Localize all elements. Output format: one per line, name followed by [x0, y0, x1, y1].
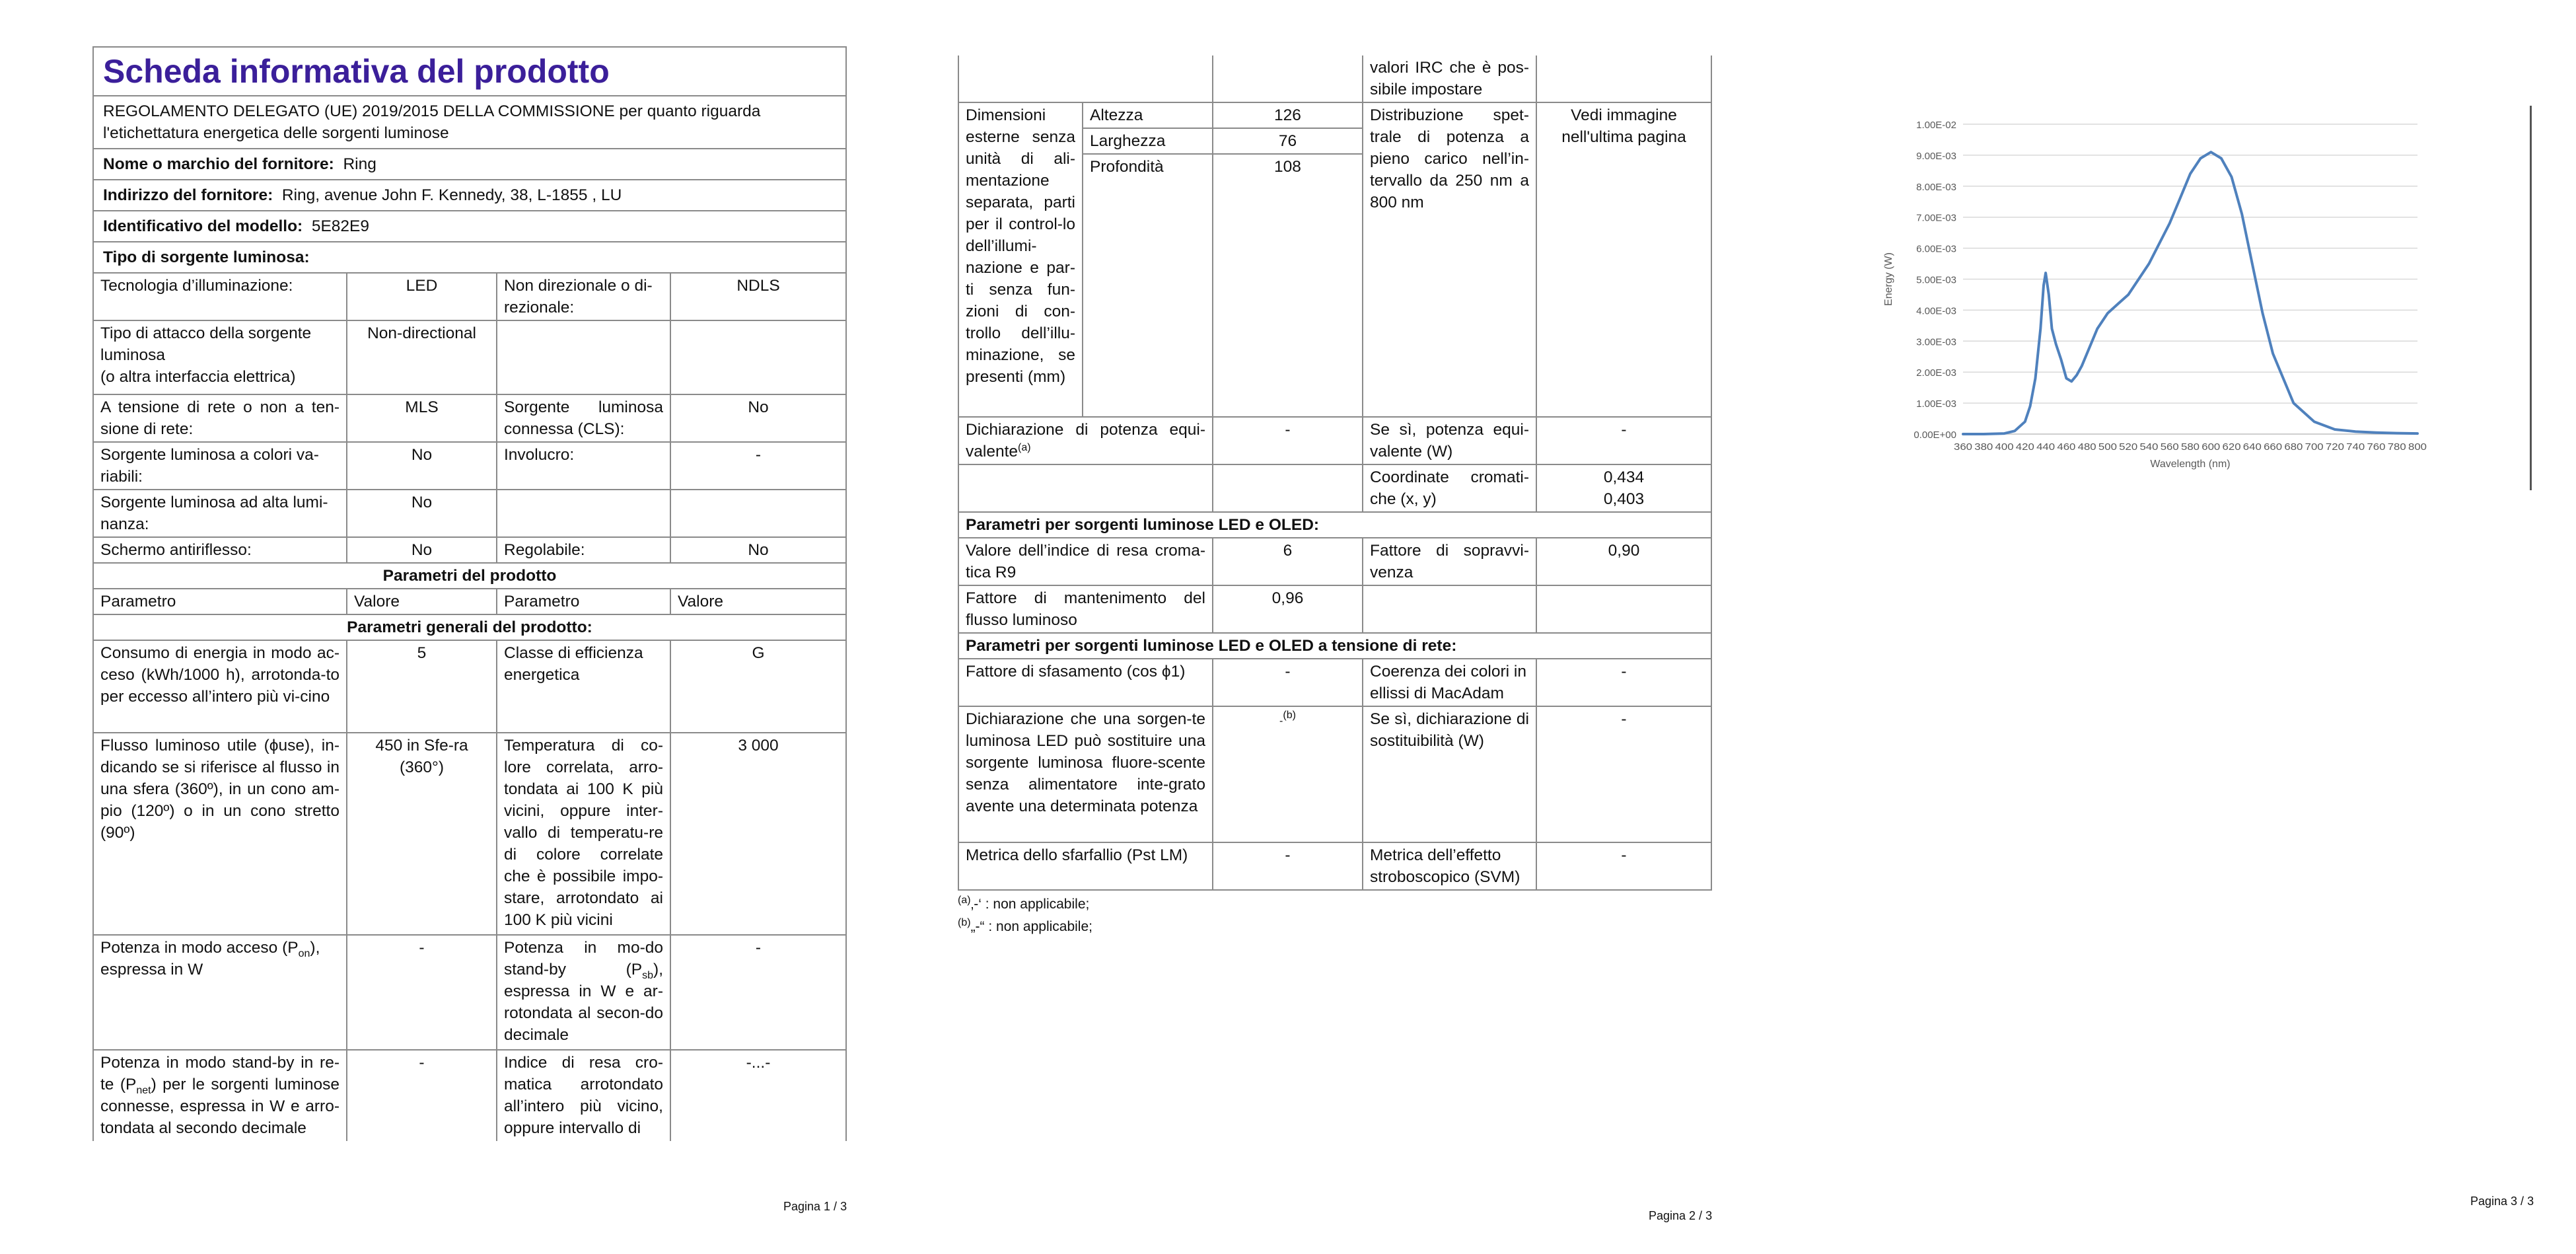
label-cell: Distribuzione spet-trale di potenza a pieno carico nell’in-tervallo da 250 nm a 800 nm — [1363, 102, 1536, 417]
empty-cell — [1536, 585, 1711, 633]
table-row — [93, 394, 846, 442]
led-params-header: Parametri per sorgenti luminose LED e OLED: — [958, 512, 1711, 538]
col-value-header: Valore — [347, 589, 497, 614]
x-tick-label: 800 — [2408, 441, 2427, 453]
value-cell: LED — [347, 273, 497, 320]
value-cell: 450 in Sfe-ra (360°) — [347, 733, 497, 935]
x-tick-label: 400 — [1995, 441, 2014, 453]
table-row — [958, 585, 1711, 633]
empty-cell — [958, 464, 1213, 512]
page-number: Pagina 3 / 3 — [2470, 1195, 2534, 1208]
table-row — [958, 538, 1711, 585]
width-label: Larghezza — [1083, 128, 1213, 154]
empty-cell — [670, 490, 846, 537]
address-label: Indirizzo del fornitore: — [103, 186, 273, 204]
value-cell: - — [1536, 706, 1711, 842]
height-value: 126 — [1213, 102, 1363, 128]
value-cell: No — [670, 394, 846, 442]
footnote-b: $^{(b)}$„-“ : non applicabile; — [958, 917, 1092, 934]
label-cell: Consumo di energia in modo ac-ceso (kWh/1000 h), arrotonda-to per eccesso all’intero più vi-cino — [93, 640, 347, 733]
regulation-text: REGOLAMENTO DELEGATO (UE) 2019/2015 DELLA COMMISSIONE per quanto riguarda l'etichettatura energetica delle sorgenti luminose — [93, 96, 846, 149]
value-cell: 0,96 — [1213, 585, 1363, 633]
col-param-header: Parametro — [93, 589, 347, 614]
height-label: Altezza — [1083, 102, 1213, 128]
x-tick-label: 740 — [2346, 441, 2365, 453]
x-tick-label: 580 — [2181, 441, 2200, 453]
value-cell: -...- — [670, 1050, 846, 1141]
value-cell: - — [347, 1050, 497, 1141]
empty-cell — [958, 55, 1213, 102]
x-tick-label: 520 — [2119, 441, 2138, 453]
value-cell: Vedi immagine nell'ultima pagina — [1536, 102, 1711, 417]
supplier-label: Nome o marchio del fornitore: — [103, 155, 334, 173]
x-tick-label: 680 — [2284, 441, 2303, 453]
table-row — [958, 659, 1711, 706]
x-tick-label: 360 — [1954, 441, 1972, 453]
value-cell: 0,90 — [1536, 538, 1711, 585]
page-3 — [1869, 106, 2536, 496]
label-cell: Classe di efficienza energetica — [497, 640, 670, 733]
label-cell: Fattore di sfasamento (cos ϕ1) — [958, 659, 1213, 706]
label-cell: Involucro: — [497, 442, 670, 490]
value-cell: No — [670, 537, 846, 563]
y-tick-label: 1.00E-02 — [1916, 120, 1956, 131]
x-tick-label: 380 — [1974, 441, 1993, 453]
chroma-y: 0,403 — [1603, 490, 1645, 508]
value-cell: G — [670, 640, 846, 733]
address-value: Ring, avenue John F. Kennedy, 38, L-1855 , LU — [281, 186, 622, 204]
x-tick-label: 420 — [2015, 441, 2034, 453]
value-cell: 6 — [1213, 538, 1363, 585]
y-tick-label: 0.00E+00 — [1914, 429, 1956, 441]
chroma-x: 0,434 — [1603, 468, 1645, 486]
table-row — [958, 842, 1711, 890]
y-tick-label: 8.00E-03 — [1916, 181, 1956, 193]
page-title: Scheda informativa del prodotto — [103, 53, 610, 90]
value-cell: No — [347, 537, 497, 563]
value-cell: No — [347, 490, 497, 537]
x-tick-label: 440 — [2036, 441, 2056, 453]
table-row — [93, 273, 846, 320]
x-tick-label: 480 — [2077, 441, 2096, 453]
page-2 — [958, 55, 1711, 938]
x-tick-label: 560 — [2160, 441, 2179, 453]
table-row — [958, 706, 1711, 842]
label-cell: Se sì, potenza equi-valente (W) — [1363, 417, 1536, 464]
label-cell: A tensione di rete o non a ten-sione di rete: — [93, 394, 347, 442]
table-row — [958, 102, 1711, 128]
value-cell: - — [670, 935, 846, 1050]
y-tick-label: 1.00E-03 — [1916, 398, 1956, 410]
table-row — [93, 640, 846, 733]
table-row — [93, 935, 846, 1050]
y-tick-label: 4.00E-03 — [1916, 305, 1956, 317]
source-type-heading: Tipo di sorgente luminosa: — [93, 242, 846, 273]
label-cell — [93, 320, 347, 394]
col-param-header: Parametro — [497, 589, 670, 614]
address-row — [93, 180, 846, 211]
empty-cell — [497, 320, 670, 394]
label-cell: Flusso luminoso utile (ϕuse), in-dicando se si riferisce al flusso in una sfera (360º), in un cono am-pio (120º) o in un cono stretto (90º) — [93, 733, 347, 935]
table-row — [93, 442, 846, 490]
empty-cell — [497, 490, 670, 537]
value-cell: MLS — [347, 394, 497, 442]
empty-cell — [1213, 464, 1363, 512]
led-mains-params-header: Parametri per sorgenti luminose LED e OLED a tensione di rete: — [958, 633, 1711, 659]
label-cell: Sorgente luminosa connessa (CLS): — [497, 394, 670, 442]
table-row — [958, 55, 1711, 102]
label-cell: Valore dell’indice di resa croma-tica R9 — [958, 538, 1213, 585]
supplier-row — [93, 149, 846, 180]
value-cell — [1536, 464, 1711, 512]
x-tick-label: 540 — [2139, 441, 2159, 453]
product-info-table — [92, 46, 847, 1141]
label-cell: Tecnologia d’illuminazione: — [93, 273, 347, 320]
label-cell: Indice di resa cro-matica arrotondato all’intero più vicino, oppure intervallo di — [497, 1050, 670, 1141]
empty-cell — [1363, 585, 1536, 633]
value-cell: - — [1536, 659, 1711, 706]
column-header-row — [93, 589, 846, 614]
dimensions-label: Dimensioni esterne senza unità di ali-mentazione separata, parti per il control-lo dell’illumi-nazione e par-ti senza fun-zioni di con-trollo dell’illu-minazione, se presenti (mm) — [958, 102, 1083, 417]
x-tick-label: 780 — [2387, 441, 2406, 453]
empty-cell — [1213, 55, 1363, 102]
label-cell: Regolabile: — [497, 537, 670, 563]
x-tick-label: 640 — [2242, 441, 2262, 453]
general-params-header: Parametri generali del prodotto: — [93, 614, 846, 640]
value-cell: - — [1213, 842, 1363, 890]
label-cell: Sorgente luminosa a colori va-riabili: — [93, 442, 347, 490]
table-row — [958, 417, 1711, 464]
label-cell: Coordinate cromati-che (x, y) — [1363, 464, 1536, 512]
model-label: Identificativo del modello: — [103, 217, 303, 235]
label-cell: Se sì, dichiarazione di sostituibilità (W) — [1363, 706, 1536, 842]
label-cell: Coerenza dei colori in ellissi di MacAdam — [1363, 659, 1536, 706]
empty-cell — [1536, 55, 1711, 102]
model-row — [93, 211, 846, 242]
value-cell: - — [1536, 417, 1711, 464]
depth-value: 108 — [1213, 154, 1363, 179]
width-value: 76 — [1213, 128, 1363, 154]
value-cell: 3 000 — [670, 733, 846, 935]
value-cell: - — [1213, 659, 1363, 706]
label-cell: Potenza in mo-do stand-by $(P_{sb})$, espressa in W e ar-rotondata al secon-do decimale — [497, 935, 670, 1050]
page-number: Pagina 1 / 3 — [783, 1200, 847, 1213]
value-cell: Non-directional — [347, 320, 497, 394]
table-row — [93, 320, 846, 394]
table-row — [958, 464, 1711, 512]
params-header: Parametri del prodotto — [93, 563, 846, 589]
y-axis-title: Energy (W) — [1883, 252, 1894, 306]
empty-cell — [670, 320, 846, 394]
label-cell: Temperatura di co-lore correlata, arro-tondata ai 100 K più vicini, oppure inter-vallo di temperatu-re di colore correlate che è possibile impo-stare, arrotondato ai 100 K più vicini — [497, 733, 670, 935]
page-1 — [92, 46, 845, 1141]
value-cell: NDLS — [670, 273, 846, 320]
y-tick-label: 6.00E-03 — [1916, 243, 1956, 255]
label-cell: Dichiarazione di potenza equi-valente$^{(a)}$ — [958, 417, 1213, 464]
table-row — [93, 733, 846, 935]
x-tick-label: 460 — [2057, 441, 2076, 453]
label-cell: Potenza in modo stand-by in re-te $(P_{net})$ per le sorgenti luminose connesse, espressa in W e arro-tondata al secondo decimale — [93, 1050, 347, 1141]
x-tick-label: 700 — [2305, 441, 2324, 453]
x-tick-label: 660 — [2264, 441, 2283, 453]
x-tick-label: 760 — [2367, 441, 2386, 453]
table-row — [93, 490, 846, 537]
value-cell: 5 — [347, 640, 497, 733]
page-number: Pagina 2 / 3 — [1649, 1209, 1713, 1222]
value-cell: - — [1213, 417, 1363, 464]
label-cell: Fattore di mantenimento del flusso luminoso — [958, 585, 1213, 633]
product-info-table-continued — [958, 55, 1712, 891]
value-cell: - — [670, 442, 846, 490]
depth-label: Profondità — [1083, 154, 1213, 179]
label-cell: valori IRC che è pos-sibile impostare — [1363, 55, 1536, 102]
y-tick-label: 9.00E-03 — [1916, 150, 1956, 162]
x-tick-label: 620 — [2222, 441, 2241, 453]
col-value-header: Valore — [670, 589, 846, 614]
table-row — [93, 537, 846, 563]
attach-label: Tipo di attacco della sorgente luminosa — [100, 324, 312, 364]
value-cell: - — [1536, 842, 1711, 890]
label-cell: Metrica dell’effetto stroboscopico (SVM) — [1363, 842, 1536, 890]
spectral-distribution-chart — [1869, 106, 2530, 496]
label-cell: Fattore di sopravvi-venza — [1363, 538, 1536, 585]
label-cell: Potenza in modo acceso $(P_{on})$, espressa in W — [93, 935, 347, 1050]
y-tick-label: 3.00E-03 — [1916, 336, 1956, 348]
label-cell: Schermo antiriflesso: — [93, 537, 347, 563]
x-tick-label: 600 — [2201, 441, 2221, 453]
y-tick-label: 7.00E-03 — [1916, 212, 1956, 224]
model-value: 5E82E9 — [311, 217, 370, 235]
attach-label-note: (o altra interfaccia elettrica) — [100, 368, 296, 386]
empty-cell — [1083, 179, 1213, 417]
supplier-value: Ring — [343, 155, 376, 173]
value-cell: -$^{(b)}$ — [1213, 706, 1363, 842]
x-axis-title: Wavelength (nm) — [2150, 459, 2231, 470]
footnote-a: $^{(a)}$‚-‘ : non applicabile; — [958, 895, 1090, 912]
x-tick-label: 720 — [2325, 441, 2344, 453]
y-tick-label: 2.00E-03 — [1916, 367, 1956, 379]
label-cell: Sorgente luminosa ad alta lumi-nanza: — [93, 490, 347, 537]
label-cell: Dichiarazione che una sorgen-te luminosa LED può sostituire una sorgente luminosa fluore-scente senza alimentatore inte-grato avente una determinata potenza — [958, 706, 1213, 842]
spectrum-series-line — [1963, 152, 2417, 434]
value-cell: - — [347, 935, 497, 1050]
x-tick-label: 500 — [2098, 441, 2117, 453]
empty-cell — [1213, 179, 1363, 417]
label-cell: Non direzionale o di-rezionale: — [497, 273, 670, 320]
y-tick-label: 5.00E-03 — [1916, 274, 1956, 286]
value-cell: No — [347, 442, 497, 490]
label-cell: Metrica dello sfarfallio (Pst LM) — [958, 842, 1213, 890]
table-row — [93, 1050, 846, 1141]
